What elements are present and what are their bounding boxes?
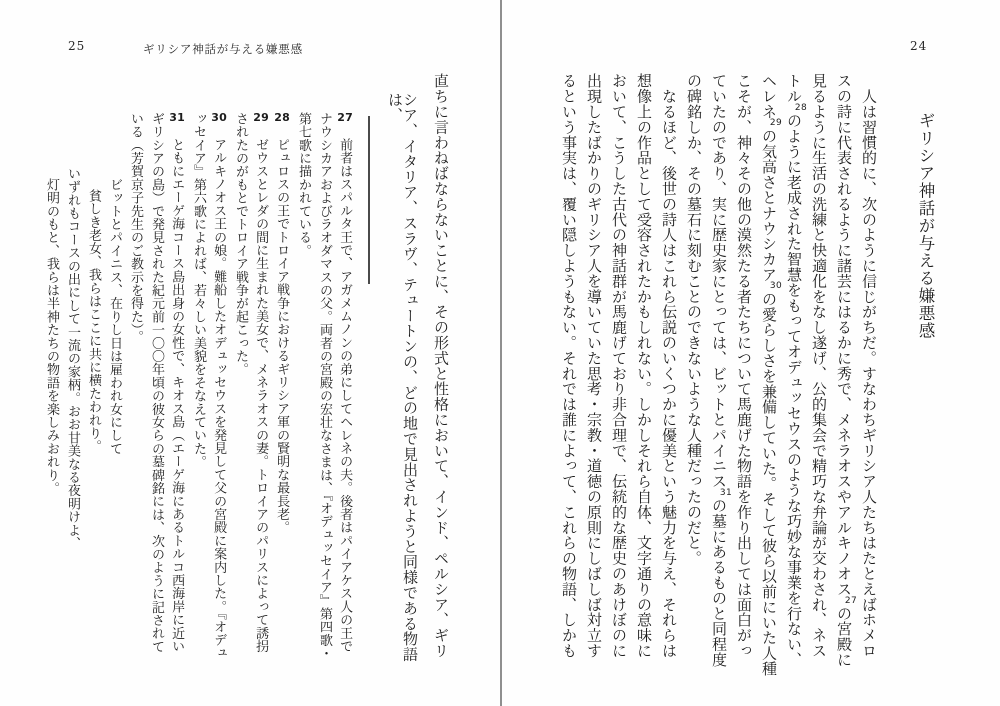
footnote-number-28: 28 — [274, 111, 290, 124]
body-text: ヘレネ — [760, 73, 778, 120]
footnote-divider — [368, 116, 370, 284]
body-column-9: なるほど、後世の詩人はこれら伝説のいくつかに優美という魅力を与え、それらは — [660, 73, 678, 659]
body-text: の気高さとナウシカア — [760, 128, 778, 283]
footnote-text: アルキノオス王の娘。難船したオデュッセウスを発見して父の宮殿に案内した。『オデュ — [211, 138, 227, 660]
footnote-number-31: 31 — [169, 111, 185, 124]
footnote-number-30: 30 — [211, 111, 227, 124]
body-text: の愛らしさを兼備していた。そして彼ら以前にいた人種 — [760, 291, 778, 677]
body-text: の墓にあるものと同程度 — [710, 497, 728, 668]
footnote-31-col-1 — [163, 112, 184, 700]
footnote-ref-30: 30 — [769, 281, 783, 292]
footnote-text: ともにエーゲ海コース島出身の女性で、キオス島（エーゲ海にあるトルコ西海岸に近い — [169, 138, 185, 653]
footnotes-block — [37, 112, 352, 700]
footnote-text: ゼウスとレダの間に生まれた美女で、メネラオスの妻。トロイアのパリスによって誘拐 — [253, 138, 269, 653]
body-column-10: 想像上の作品として受容されたかもしれない。しかしそれら自体、文字通りの意味に — [635, 73, 653, 659]
footnote-29-col-1 — [247, 112, 268, 700]
footnote-27-col-1 — [331, 112, 352, 700]
body-column-8: の碑銘しか、その墓石に刻むことのできないような人種だったのだと。 — [685, 73, 703, 566]
body-column-4 — [776, 73, 808, 691]
epitaph-line-2: 貧しき老女、我らはここに共に横たわれり。 — [86, 189, 101, 453]
page-25-text-block — [386, 73, 448, 691]
running-header: ギリシア神話が与える嫌悪感 — [143, 42, 303, 56]
body-column-3: 見るように生活の洗練と快適化をなし遂げ、公的集会で精巧な弁論が交わされ、ネス — [810, 73, 828, 659]
epitaph-line-1: ビットとパイニス、在りし日は雇われ女にして — [107, 178, 122, 456]
body-text: スの詩に代表されるように諸芸にはるかに秀で、メネラオスやアルキノオス — [835, 73, 853, 597]
page-24-text-block — [551, 73, 933, 691]
footnote-27-col-2: ナウシカアおよびラオダマスの父。両者の宮殿の宏壮なさまは、『オデュッセイア』第四歌・ — [317, 112, 332, 660]
epitaph-line-4: 灯明のもと、我らは半神たちの物語を楽しみおれり。 — [44, 178, 59, 495]
footnote-31-col-2: ギリシアの島）で発見された紀元前一〇〇年頃の彼女らの墓碑銘には、次のように記されて — [149, 112, 164, 654]
body-column-6: こそが、神々その他の漠然たる者たちについて馬鹿げた物語を作り出しては面白がっ — [735, 73, 753, 659]
body-text: の宮殿に — [835, 605, 853, 668]
body-column-12: 出現したばかりのギリシア人を導いていた思考・宗教・道徳の原則にしばしば対立す — [585, 73, 603, 659]
body-column-13: るという事実は、覆い隠しようもない。それでは誰によって、これらの物語、しかも — [560, 73, 578, 659]
footnote-27-col-3: 第七歌に描かれている。 — [296, 112, 311, 258]
footnote-text: 前者はスパルタ王で、アガメムノンの弟にしてヘレネの夫。後者はパイアケス人の王で — [337, 138, 353, 653]
page-number-left: 25 — [68, 39, 86, 53]
footnote-30-col-1 — [205, 112, 226, 700]
page-number-right: 24 — [910, 39, 928, 53]
footnote-30-col-2: ッセイア』第六歌によれば、若々しい美貌をそなえていた。 — [191, 112, 206, 469]
footnote-ref-27: 27 — [844, 595, 858, 606]
page-fold-line — [500, 0, 502, 706]
body-column-2 — [826, 73, 858, 691]
footnote-ref-28: 28 — [794, 102, 808, 113]
footnote-text: ピュロスの王でトロイア戦争におけるギリシア軍の賢明な最長老。 — [274, 138, 290, 534]
body-column-5 — [751, 73, 783, 691]
footnote-31-col-3: いる（芳賀京子先生のご教示を得た）。 — [128, 112, 143, 344]
body-column-7 — [701, 73, 733, 691]
footnote-number-27: 27 — [337, 111, 353, 124]
chapter-title: ギリシア神話が与える嫌悪感 — [916, 112, 935, 340]
body-text: ていたのであり、実に歴史家にとっては、ビットとパイニス — [710, 73, 728, 489]
body-column-11: おいて、こうした古代の神話群が馬鹿げており非合理で、伝統的な歴史のあけぼのに — [610, 73, 628, 659]
body-text: のように老成された智慧をもってオデュッセウスのような巧妙な事業を行ない、 — [785, 112, 803, 668]
footnote-ref-29: 29 — [769, 118, 783, 129]
main-column-2: シア、イタリア、スラヴ、テュートンの、どの地で見出されようと同様である物語は、 — [386, 92, 419, 662]
body-text: トル — [785, 73, 803, 104]
main-column-1: 直ちに言わねばならないことに、その形式と性格において、インド、ペルシア、ギリ — [432, 73, 450, 659]
epitaph-line-3: いずれもコースの出にして一流の家柄。おお甘美なる夜明けよ、 — [65, 167, 80, 550]
footnote-number-29: 29 — [253, 111, 269, 124]
footnote-29-col-2: されたのがもとでトロイア戦争が起こった。 — [233, 112, 248, 376]
footnote-28-col-1 — [268, 112, 289, 700]
body-column-1: 人は習慣的に、次のように信じがちだ。すなわちギリシア人たちはたとえばホメロ — [860, 73, 878, 659]
footnote-ref-31: 31 — [719, 487, 733, 498]
